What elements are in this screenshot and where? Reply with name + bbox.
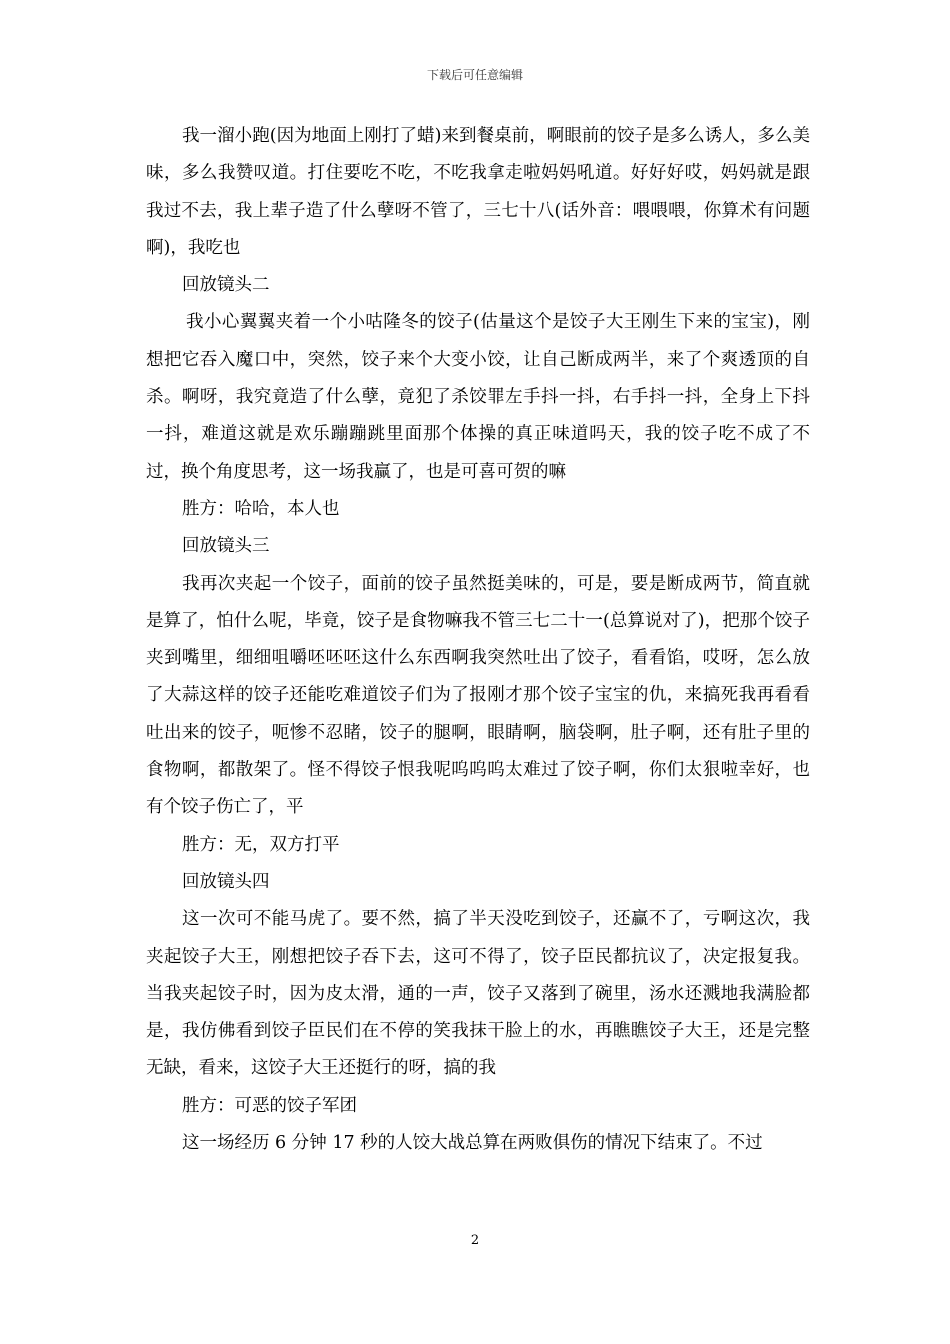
paragraph: 我再次夹起一个饺子，面前的饺子虽然挺美味的，可是，要是断成两节，简直就是算了，怕什么呢，毕竟，饺子是食物嘛我不管三七二十一(总算说对了)，把那个饺子夹到嘴里，细细咀嚼呸呸呸这什么东西啊我突然吐出了饺子，看看馅，哎呀，怎么放了大蒜这样的饺子还能吃难道饺子们为了报刚才那个饺子宝宝的仇，来搞死我再看看吐出来的饺子，呃惨不忍睹，饺子的腿啊，眼睛啊，脑袋啊，肚子啊，还有肚子里的食物啊，都散架了。怪不得饺子恨我呢呜呜呜太难过了饺子啊，你们太狠啦幸好，也有个饺子伤亡了，平 <box>146 573 810 818</box>
winner-line: 胜方：可恶的饺子军团 <box>182 1095 357 1116</box>
document-body <box>146 118 810 1162</box>
section-heading: 回放镜头二 <box>182 275 270 296</box>
paragraph: 我一溜小跑(因为地面上刚打了蜡)来到餐桌前，啊眼前的饺子是多么诱人，多么美味，多么我赞叹道。打住要吃不吃，不吃我拿走啦妈妈吼道。好好好哎，妈妈就是跟我过不去，我上辈子造了什么孽呀不管了，三七十八(话外音：喂喂喂，你算术有问题啊)，我吃也 <box>146 126 810 258</box>
paragraph: 这一场经历 6 分钟 17 秒的人饺大战总算在两败俱伤的情况下结束了。不过 <box>182 1133 763 1154</box>
page-header: 下载后可任意编辑 <box>426 68 523 82</box>
winner-line: 胜方：哈哈，本人也 <box>182 498 340 519</box>
paragraph: 我小心翼翼夹着一个小咕隆冬的饺子(估量这个是饺子大王刚生下来的宝宝)，刚想把它吞入魔口中，突然，饺子来个大变小饺，让自己断成两半，来了个爽透顶的自杀。啊呀，我究竟造了什么孽，竟犯了杀饺罪左手抖一抖，右手抖一抖，全身上下抖一抖，难道这就是欢乐蹦蹦跳里面那个体操的真正味道吗天，我的饺子吃不成了不过，换个角度思考，这一场我赢了，也是可喜可贺的嘛 <box>146 312 810 482</box>
winner-line: 胜方：无，双方打平 <box>182 834 340 855</box>
section-heading: 回放镜头三 <box>182 536 270 557</box>
page-number: 2 <box>470 1233 480 1248</box>
paragraph: 这一次可不能马虎了。要不然，搞了半天没吃到饺子，还赢不了，亏啊这次，我夹起饺子大王，刚想把饺子吞下去，这可不得了，饺子臣民都抗议了，决定报复我。当我夹起饺子时，因为皮太滑，通的一声，饺子又落到了碗里，汤水还溅地我满脸都是，我仿佛看到饺子臣民们在不停的笑我抹干脸上的水，再瞧瞧饺子大王，还是完整无缺，看来，这饺子大王还挺行的呀，搞的我 <box>146 909 810 1079</box>
section-heading: 回放镜头四 <box>182 871 270 892</box>
